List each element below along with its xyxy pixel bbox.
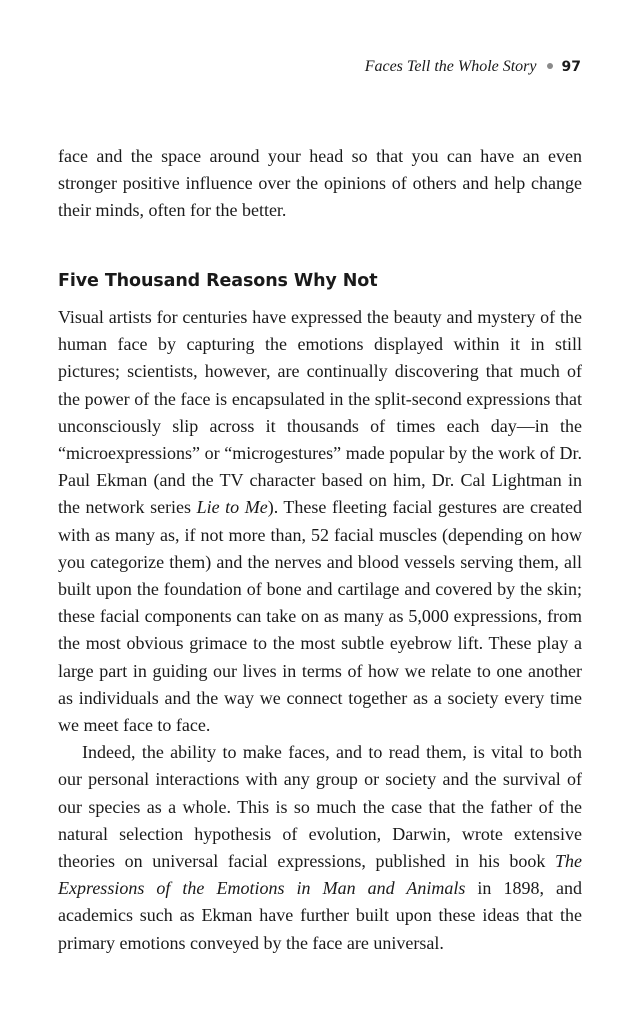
paragraph-2-text-b: in 1898, and academics such as Ekman have further built upon these ideas that the primary emotions conveyed by the face are universal. <box>58 878 582 953</box>
paragraph-1-text-b: ). These fleeting facial gestures are created with as many as, if not more than, 52 facial muscles (depending on how you categorize them) and the nerves and blood vessels serving them, all built upon the foundation of bone and cartilage and covered by the skin; these facial components can take on as many as 5,000 expressions, from the most obvious grimace to the most subtle eyebrow lift. These play a large part in guiding our lives in terms of how we relate to one another as individuals and the way we connect together as a society every time we meet face to face. <box>58 497 582 736</box>
section-heading: Five Thousand Reasons Why Not <box>58 271 378 291</box>
paragraph-1-text-a: Visual artists for centuries have expressed the beauty and mystery of the human face by capturing the emotions displayed within it in still pictures; scientists, however, are continually discovering that much of the power of the face is encapsulated in the split-second expressions that unconsciously slip across it thousands of times each day—in the “microexpressions” or “microgestures” made popular by the work of Dr. Paul Ekman (and the TV character based on him, Dr. Cal Lightman in the network series <box>58 307 582 518</box>
page-number: 97 <box>561 59 581 75</box>
series-title: Lie to Me <box>196 497 268 518</box>
running-head <box>365 57 581 77</box>
intro-paragraph: face and the space around your head so that you can have an even stronger positive influence over the opinions of others and help change their minds, often for the better. <box>58 146 582 221</box>
body-paragraph-2 <box>58 739 582 957</box>
running-head-title: Faces Tell the Whole Story <box>364 58 537 75</box>
book-title: The Expressions of the Emotions in Man and Animals <box>58 851 582 899</box>
section-body <box>58 304 582 957</box>
paragraph-2-text-a: Indeed, the ability to make faces, and to read them, is vital to both our personal interactions with any group or society and the survival of our species as a whole. This is so much the case that the father of the natural selection hypothesis of evolution, Darwin, wrote extensive theories on universal facial expressions, published in his book <box>58 742 582 872</box>
bullet-separator-icon <box>547 63 553 69</box>
body-paragraph-1 <box>58 304 582 739</box>
